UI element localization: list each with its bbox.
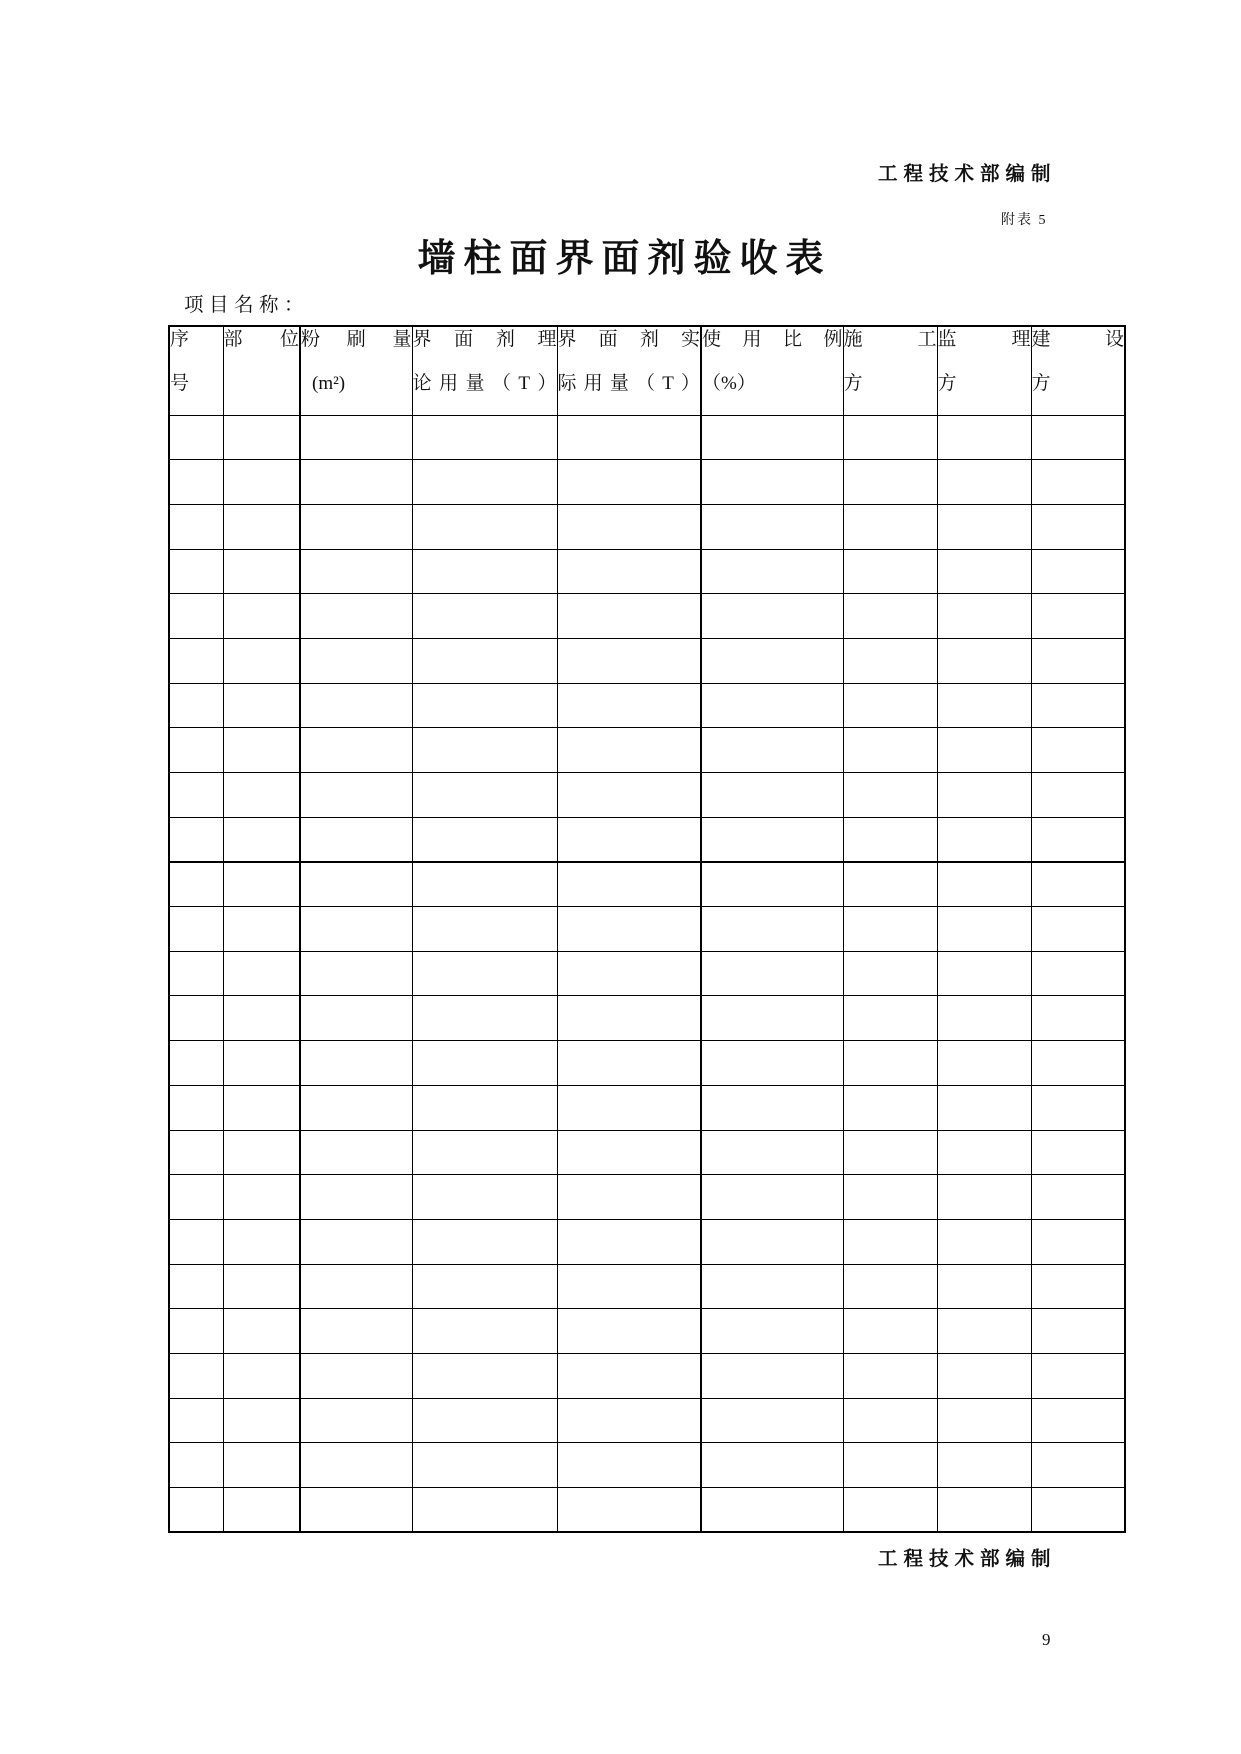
table-row: [169, 1398, 1125, 1443]
table-cell: [169, 817, 223, 862]
table-row: [169, 1175, 1125, 1220]
table-cell: [1031, 549, 1125, 594]
table-cell: [169, 504, 223, 549]
table-cell: [223, 951, 300, 996]
column-header-line1: 施工: [843, 329, 937, 350]
table-row: [169, 683, 1125, 728]
table-cell: [937, 862, 1031, 907]
table-cell: [557, 728, 701, 773]
table-cell: [169, 1353, 223, 1398]
table-cell: [300, 951, 412, 996]
table-row: [169, 1488, 1125, 1533]
table-cell: [557, 504, 701, 549]
table-cell: [557, 862, 701, 907]
table-cell: [1031, 1041, 1125, 1086]
table-cell: [937, 1353, 1031, 1398]
table-cell: [223, 1219, 300, 1264]
column-header-plaster-amount: [300, 326, 412, 415]
acceptance-table: [168, 325, 1126, 1533]
table-cell: [223, 549, 300, 594]
column-header-location: [223, 326, 300, 415]
appendix-label: 附表 5: [1001, 213, 1048, 228]
table-cell: [223, 415, 300, 460]
table-cell: [412, 728, 557, 773]
table-cell: [169, 996, 223, 1041]
table-cell: [701, 1443, 843, 1488]
table-cell: [169, 773, 223, 818]
table-cell: [701, 817, 843, 862]
table-cell: [843, 460, 937, 505]
table-cell: [937, 460, 1031, 505]
table-cell: [223, 1488, 300, 1533]
table-cell: [223, 504, 300, 549]
column-header-line2: 方: [937, 373, 957, 394]
table-cell: [412, 1041, 557, 1086]
table-cell: [223, 996, 300, 1041]
table-cell: [169, 415, 223, 460]
table-cell: [1031, 773, 1125, 818]
table-cell: [169, 1085, 223, 1130]
table-cell: [169, 460, 223, 505]
table-cell: [300, 460, 412, 505]
table-body: [169, 415, 1125, 1532]
table-cell: [701, 1353, 843, 1398]
table-cell: [412, 594, 557, 639]
table-cell: [701, 1219, 843, 1264]
table-cell: [701, 773, 843, 818]
table-cell: [169, 1488, 223, 1533]
column-header-line1: 部位: [223, 329, 299, 350]
table-cell: [701, 1309, 843, 1354]
table-cell: [169, 638, 223, 683]
project-name-label: 项目名称：: [184, 295, 310, 316]
table-cell: [843, 773, 937, 818]
table-header: [169, 326, 1125, 415]
table-cell: [843, 1219, 937, 1264]
table-cell: [300, 1398, 412, 1443]
table-cell: [701, 1130, 843, 1175]
table-cell: [843, 1309, 937, 1354]
column-header-theoretical-usage: [412, 326, 557, 415]
table-row: [169, 1309, 1125, 1354]
table-cell: [701, 683, 843, 728]
table-cell: [300, 773, 412, 818]
table-cell: [300, 1309, 412, 1354]
table-cell: [937, 683, 1031, 728]
table-cell: [169, 907, 223, 952]
table-cell: [300, 594, 412, 639]
table-cell: [1031, 1309, 1125, 1354]
table-cell: [701, 415, 843, 460]
table-cell: [937, 638, 1031, 683]
project-name-line: [184, 294, 309, 318]
table-cell: [412, 460, 557, 505]
table-cell: [701, 1175, 843, 1220]
table-cell: [701, 1085, 843, 1130]
table-cell: [223, 460, 300, 505]
table-cell: [1031, 1398, 1125, 1443]
table-cell: [843, 415, 937, 460]
table-cell: [1031, 1219, 1125, 1264]
column-header-line1: 建设: [1031, 329, 1124, 350]
table-cell: [937, 1219, 1031, 1264]
table-cell: [1031, 638, 1125, 683]
table-cell: [937, 773, 1031, 818]
table-cell: [843, 549, 937, 594]
table-cell: [557, 1175, 701, 1220]
table-cell: [1031, 1175, 1125, 1220]
column-header-line2: 号: [170, 373, 190, 394]
table-cell: [300, 1264, 412, 1309]
table-cell: [1031, 1264, 1125, 1309]
table-row: [169, 460, 1125, 505]
table-cell: [169, 594, 223, 639]
table-cell: [701, 1488, 843, 1533]
table-cell: [937, 817, 1031, 862]
table-cell: [701, 504, 843, 549]
table-cell: [1031, 460, 1125, 505]
table-cell: [412, 1353, 557, 1398]
column-header-actual-usage: [557, 326, 701, 415]
table-cell: [557, 907, 701, 952]
table-cell: [937, 1264, 1031, 1309]
table-cell: [169, 862, 223, 907]
table-cell: [223, 773, 300, 818]
column-header-line2: (m²): [312, 373, 346, 394]
column-header-line1: 粉刷量: [301, 329, 412, 350]
table-cell: [412, 1264, 557, 1309]
table-cell: [557, 460, 701, 505]
page-title: 墙柱面界面剂验收表: [417, 238, 832, 280]
table-cell: [557, 817, 701, 862]
table-cell: [937, 549, 1031, 594]
table-cell: [557, 773, 701, 818]
table-cell: [169, 683, 223, 728]
table-cell: [843, 1443, 937, 1488]
table-cell: [557, 594, 701, 639]
table-cell: [937, 1398, 1031, 1443]
table-cell: [1031, 415, 1125, 460]
column-header-owner-party: [1031, 326, 1125, 415]
table-cell: [937, 996, 1031, 1041]
table-row: [169, 728, 1125, 773]
table-row: [169, 1130, 1125, 1175]
table-cell: [557, 1264, 701, 1309]
table-cell: [223, 862, 300, 907]
table-row: [169, 1085, 1125, 1130]
table-cell: [557, 1085, 701, 1130]
table-row: [169, 504, 1125, 549]
table-cell: [412, 996, 557, 1041]
page-number: 9: [1042, 1630, 1051, 1649]
table-cell: [843, 1398, 937, 1443]
table-row: [169, 907, 1125, 952]
table-cell: [1031, 996, 1125, 1041]
column-header-line2: 方: [843, 373, 863, 394]
table-cell: [843, 1130, 937, 1175]
table-cell: [300, 728, 412, 773]
table-row: [169, 638, 1125, 683]
table-row: [169, 594, 1125, 639]
table-cell: [557, 1309, 701, 1354]
table-cell: [1031, 862, 1125, 907]
table-cell: [701, 728, 843, 773]
table-cell: [300, 1353, 412, 1398]
table-row: [169, 817, 1125, 862]
table-cell: [557, 996, 701, 1041]
table-cell: [701, 907, 843, 952]
table-cell: [300, 862, 412, 907]
table-cell: [223, 594, 300, 639]
table-cell: [843, 728, 937, 773]
table-cell: [843, 683, 937, 728]
table-cell: [223, 907, 300, 952]
column-header-line1: 界面剂理: [412, 329, 557, 350]
table-cell: [843, 862, 937, 907]
table-cell: [557, 1041, 701, 1086]
table-cell: [1031, 951, 1125, 996]
table-cell: [300, 817, 412, 862]
table-row: [169, 862, 1125, 907]
table-cell: [223, 1264, 300, 1309]
table-cell: [300, 1443, 412, 1488]
table-cell: [1031, 817, 1125, 862]
column-header-usage-ratio: [701, 326, 843, 415]
table-cell: [557, 1219, 701, 1264]
table-cell: [300, 1085, 412, 1130]
table-cell: [843, 638, 937, 683]
table-cell: [300, 1488, 412, 1533]
table-cell: [300, 907, 412, 952]
table-cell: [169, 1443, 223, 1488]
table-cell: [937, 594, 1031, 639]
table-cell: [1031, 594, 1125, 639]
table-cell: [557, 951, 701, 996]
table-cell: [412, 773, 557, 818]
table-cell: [1031, 1353, 1125, 1398]
table-cell: [300, 1175, 412, 1220]
table-cell: [169, 1219, 223, 1264]
issuer-label-bottom: 工程技术部编制: [878, 1549, 1057, 1570]
table-row: [169, 996, 1125, 1041]
column-header-number: [169, 326, 223, 415]
table-cell: [412, 1085, 557, 1130]
table-cell: [557, 1130, 701, 1175]
table-cell: [169, 951, 223, 996]
table-cell: [412, 817, 557, 862]
table-cell: [300, 504, 412, 549]
table-row: [169, 1041, 1125, 1086]
column-header-line2: 方: [1031, 373, 1051, 394]
table-cell: [937, 728, 1031, 773]
table-cell: [223, 728, 300, 773]
table-cell: [701, 594, 843, 639]
column-header-line1: 界面剂实: [557, 329, 700, 350]
table-cell: [223, 1175, 300, 1220]
table-cell: [701, 549, 843, 594]
table-cell: [412, 1488, 557, 1533]
table-cell: [937, 415, 1031, 460]
column-header-line1: 监理: [937, 329, 1031, 350]
table-cell: [557, 549, 701, 594]
table-cell: [557, 1353, 701, 1398]
table-cell: [223, 1130, 300, 1175]
table-cell: [223, 1085, 300, 1130]
table-cell: [937, 1309, 1031, 1354]
table-cell: [843, 504, 937, 549]
table-cell: [843, 1353, 937, 1398]
table-cell: [701, 996, 843, 1041]
column-header-construction-party: [843, 326, 937, 415]
table-cell: [937, 951, 1031, 996]
table-cell: [169, 1309, 223, 1354]
table-cell: [223, 1398, 300, 1443]
column-header-line1: 序: [170, 329, 190, 350]
table-cell: [412, 683, 557, 728]
table-cell: [169, 728, 223, 773]
table-cell: [412, 1398, 557, 1443]
table-row: [169, 415, 1125, 460]
table-row: [169, 1443, 1125, 1488]
table-cell: [169, 549, 223, 594]
table-cell: [412, 862, 557, 907]
table-cell: [412, 638, 557, 683]
table-cell: [937, 1443, 1031, 1488]
column-header-line2: （%）: [702, 373, 756, 394]
table-cell: [843, 1175, 937, 1220]
table-cell: [1031, 1130, 1125, 1175]
table-row: [169, 1264, 1125, 1309]
table-cell: [223, 1353, 300, 1398]
table-cell: [1031, 1443, 1125, 1488]
table-cell: [843, 1488, 937, 1533]
table-cell: [843, 1264, 937, 1309]
table-cell: [1031, 1488, 1125, 1533]
table-cell: [1031, 504, 1125, 549]
table-cell: [412, 1443, 557, 1488]
table-cell: [843, 817, 937, 862]
column-header-line2: 论用量（T）: [412, 373, 557, 394]
column-header-line2: 际用量（T）: [557, 373, 700, 394]
table-cell: [843, 907, 937, 952]
table-cell: [223, 683, 300, 728]
table-cell: [557, 638, 701, 683]
table-cell: [412, 504, 557, 549]
table-cell: [843, 951, 937, 996]
table-cell: [557, 1488, 701, 1533]
table-cell: [169, 1130, 223, 1175]
column-header-line1: 使用比例: [702, 329, 843, 350]
table-cell: [701, 460, 843, 505]
table-cell: [843, 594, 937, 639]
table-cell: [843, 1041, 937, 1086]
table-cell: [937, 1041, 1031, 1086]
table-cell: [1031, 907, 1125, 952]
table-cell: [412, 415, 557, 460]
table-cell: [412, 1219, 557, 1264]
table-cell: [937, 907, 1031, 952]
issuer-label-top: 工程技术部编制: [878, 164, 1057, 185]
table-cell: [701, 1041, 843, 1086]
table-cell: [300, 549, 412, 594]
table-cell: [223, 1309, 300, 1354]
table-cell: [169, 1398, 223, 1443]
table-cell: [701, 638, 843, 683]
table-cell: [223, 638, 300, 683]
table-cell: [843, 1085, 937, 1130]
table-row: [169, 951, 1125, 996]
table-cell: [557, 683, 701, 728]
table-cell: [937, 1085, 1031, 1130]
table-cell: [937, 1175, 1031, 1220]
table-cell: [701, 951, 843, 996]
table-cell: [300, 638, 412, 683]
table-row: [169, 549, 1125, 594]
table-cell: [557, 1398, 701, 1443]
table-row: [169, 1219, 1125, 1264]
table-cell: [169, 1264, 223, 1309]
table-cell: [412, 951, 557, 996]
table-cell: [412, 907, 557, 952]
table-cell: [300, 1219, 412, 1264]
table-row: [169, 1353, 1125, 1398]
table-cell: [223, 1041, 300, 1086]
table-cell: [937, 1488, 1031, 1533]
table-cell: [412, 1309, 557, 1354]
table-cell: [223, 1443, 300, 1488]
table-cell: [300, 1041, 412, 1086]
table-cell: [1031, 728, 1125, 773]
table-cell: [412, 1130, 557, 1175]
table-cell: [300, 996, 412, 1041]
table-header-row: [169, 326, 1125, 415]
table-cell: [557, 1443, 701, 1488]
table-cell: [843, 996, 937, 1041]
table-cell: [169, 1041, 223, 1086]
table-cell: [557, 415, 701, 460]
table-cell: [300, 1130, 412, 1175]
table-cell: [701, 1398, 843, 1443]
table-cell: [937, 504, 1031, 549]
table-cell: [300, 415, 412, 460]
table-cell: [1031, 1085, 1125, 1130]
table-cell: [300, 683, 412, 728]
table-row: [169, 773, 1125, 818]
table-cell: [1031, 683, 1125, 728]
table-cell: [701, 1264, 843, 1309]
table-cell: [412, 549, 557, 594]
table-cell: [701, 862, 843, 907]
table-cell: [223, 817, 300, 862]
table-cell: [937, 1130, 1031, 1175]
table-cell: [169, 1175, 223, 1220]
table-cell: [412, 1175, 557, 1220]
column-header-supervision-party: [937, 326, 1031, 415]
